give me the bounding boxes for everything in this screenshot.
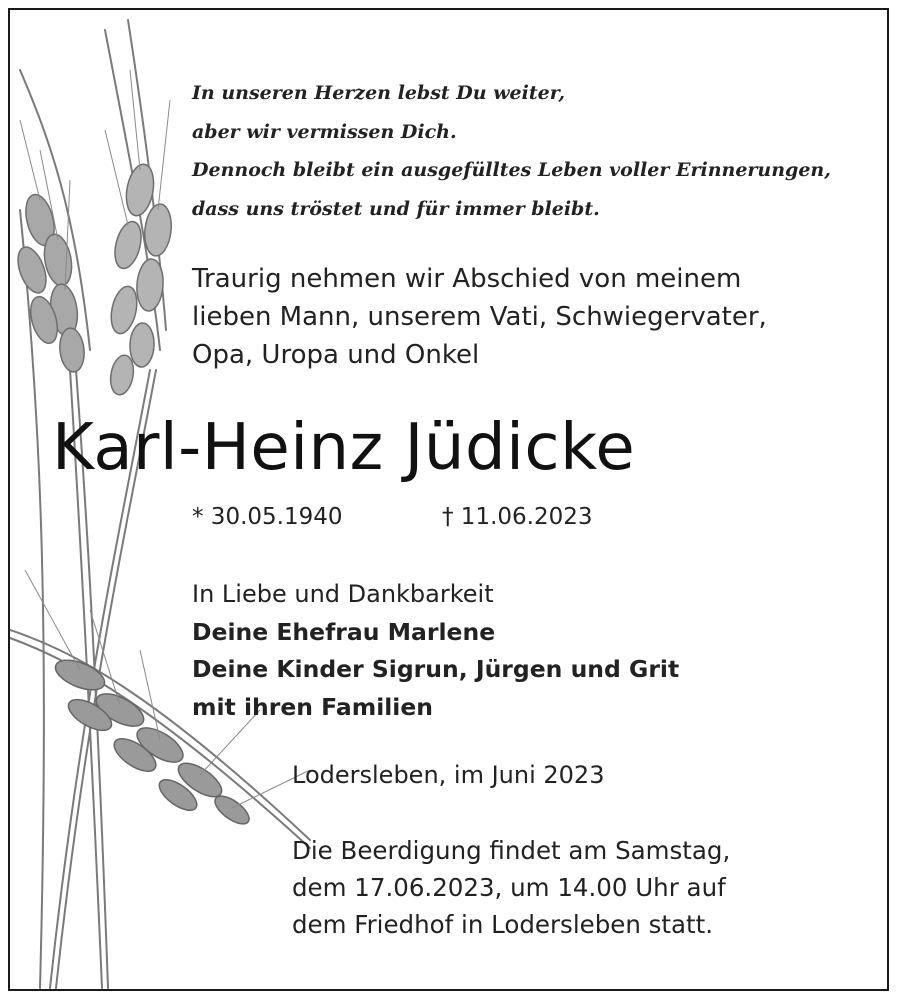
funeral-line: dem 17.06.2023, um 14.00 Uhr auf (292, 873, 726, 902)
deceased-name: Karl-Heinz Jüdicke (52, 411, 636, 485)
intro-line: Opa, Uropa und Onkel (192, 340, 480, 370)
funeral-line: dem Friedhof in Lodersleben statt. (292, 910, 714, 939)
signatory: mit ihren Familien (192, 692, 434, 721)
birth-date: * 30.05.1940 (192, 504, 343, 530)
closing-intro: In Liebe und Dankbarkeit (192, 580, 494, 608)
funeral-line: Die Beerdigung findet am Samstag, (292, 836, 731, 865)
poem-line: Dennoch bleibt ein ausgefülltes Leben voller Erinnerungen, (192, 159, 831, 181)
poem-line: aber wir vermissen Dich. (192, 120, 457, 143)
closing-signatures (192, 576, 679, 726)
intro-line: lieben Mann, unserem Vati, Schwiegervater, (192, 302, 767, 332)
obituary-card (8, 8, 889, 991)
signatory: Deine Kinder Sigrun, Jürgen und Grit (192, 655, 680, 683)
death-date: † 11.06.2023 (442, 504, 593, 530)
poem-line: dass uns tröstet und für immer bleibt. (192, 197, 600, 220)
poem-line: In unseren Herzen lebst Du weiter, (192, 82, 565, 104)
intro-line: Traurig nehmen wir Abschied von meinem (192, 264, 742, 294)
poem (192, 74, 831, 228)
signatory: Deine Ehefrau Marlene (192, 617, 496, 646)
funeral-notice (292, 832, 730, 943)
farewell-intro (192, 260, 767, 374)
place-date: Lodersleben, im Juni 2023 (292, 761, 605, 789)
